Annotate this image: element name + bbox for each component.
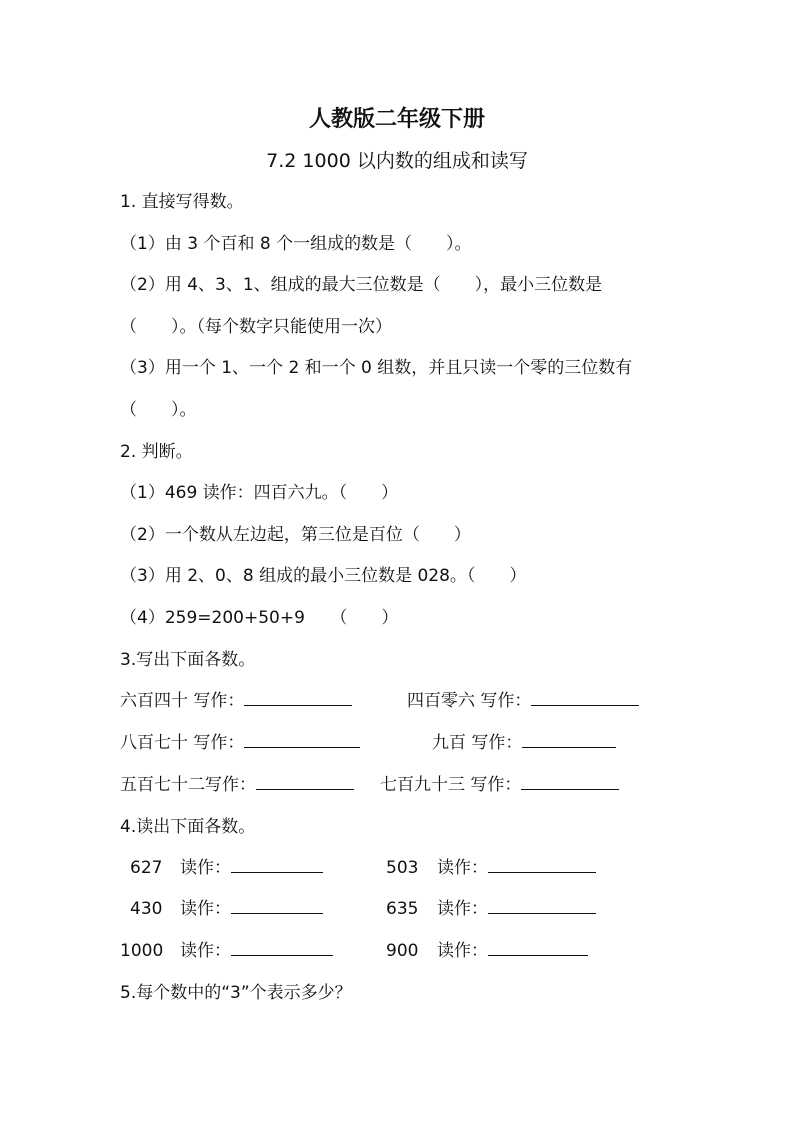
answer-blank[interactable] bbox=[244, 691, 352, 706]
q3-row-1-left: 六百四十 写作： bbox=[120, 690, 352, 712]
q1-item-2-cont: （ ）。（每个数字只能使用一次） bbox=[120, 317, 392, 337]
q1-item-2: （2）用 4、3、1、组成的最大三位数是（ ），最小三位数是 bbox=[120, 275, 603, 295]
answer-blank[interactable] bbox=[231, 858, 323, 873]
answer-blank[interactable] bbox=[256, 775, 354, 790]
q3-row-1-right: 四百零六 写作： bbox=[407, 690, 639, 712]
q5-heading: 5.每个数中的“3”个表示多少？ bbox=[120, 983, 352, 1003]
q4-row-3-left-read: 读作： bbox=[180, 940, 333, 962]
answer-blank[interactable] bbox=[522, 733, 616, 748]
answer-blank[interactable] bbox=[531, 691, 639, 706]
q4-row-2-right-read: 读作： bbox=[437, 898, 596, 920]
q4-heading: 4.读出下面各数。 bbox=[120, 817, 256, 837]
page-title: 人教版二年级下册 bbox=[308, 107, 485, 132]
q4-row-2-right-num: 635 bbox=[386, 899, 419, 919]
q4-row-3-left-num: 1000 bbox=[120, 941, 164, 961]
answer-blank[interactable] bbox=[488, 899, 596, 914]
q3-row-2-right: 九百 写作： bbox=[432, 732, 616, 754]
answer-blank[interactable] bbox=[488, 858, 596, 873]
q2-item-1: （1）469 读作：四百六九。（ ） bbox=[120, 483, 399, 503]
q4-row-1-left-num: 627 bbox=[130, 858, 163, 878]
answer-blank[interactable] bbox=[521, 775, 619, 790]
q2-heading: 2. 判断。 bbox=[120, 442, 193, 462]
q3-row-3-left: 五百七十二写作： bbox=[120, 774, 354, 796]
q3-row-2-left: 八百七十 写作： bbox=[120, 732, 360, 754]
q1-item-3-cont: （ ）。 bbox=[120, 400, 197, 420]
page-subtitle: 7.2 1000 以内数的组成和读写 bbox=[266, 150, 528, 172]
q2-item-3: （3）用 2、0、8 组成的最小三位数是 028。（ ） bbox=[120, 566, 527, 586]
q4-row-1-right-num: 503 bbox=[386, 858, 419, 878]
answer-blank[interactable] bbox=[231, 899, 323, 914]
q4-row-3-right-num: 900 bbox=[386, 941, 419, 961]
q2-item-2: （2）一个数从左边起，第三位是百位（ ） bbox=[120, 525, 471, 545]
q4-row-2-left-num: 430 bbox=[130, 899, 163, 919]
q1-heading: 1. 直接写得数。 bbox=[120, 192, 244, 212]
q4-row-1-right-read: 读作： bbox=[437, 857, 596, 879]
answer-blank[interactable] bbox=[231, 941, 333, 956]
answer-blank[interactable] bbox=[488, 941, 588, 956]
q4-row-2-left-read: 读作： bbox=[180, 898, 323, 920]
q4-row-3-right-read: 读作： bbox=[437, 940, 588, 962]
q4-row-1-left-read: 读作： bbox=[180, 857, 323, 879]
q2-item-4: （4）259=200+50+9 （ ） bbox=[120, 608, 399, 628]
answer-blank[interactable] bbox=[244, 733, 360, 748]
q3-heading: 3.写出下面各数。 bbox=[120, 650, 256, 670]
q3-row-3-right: 七百九十三 写作： bbox=[380, 774, 619, 796]
q1-item-1: （1）由 3 个百和 8 个一组成的数是（ ）。 bbox=[120, 234, 472, 254]
q1-item-3: （3）用一个 1、一个 2 和一个 0 组数，并且只读一个零的三位数有 bbox=[120, 358, 633, 378]
